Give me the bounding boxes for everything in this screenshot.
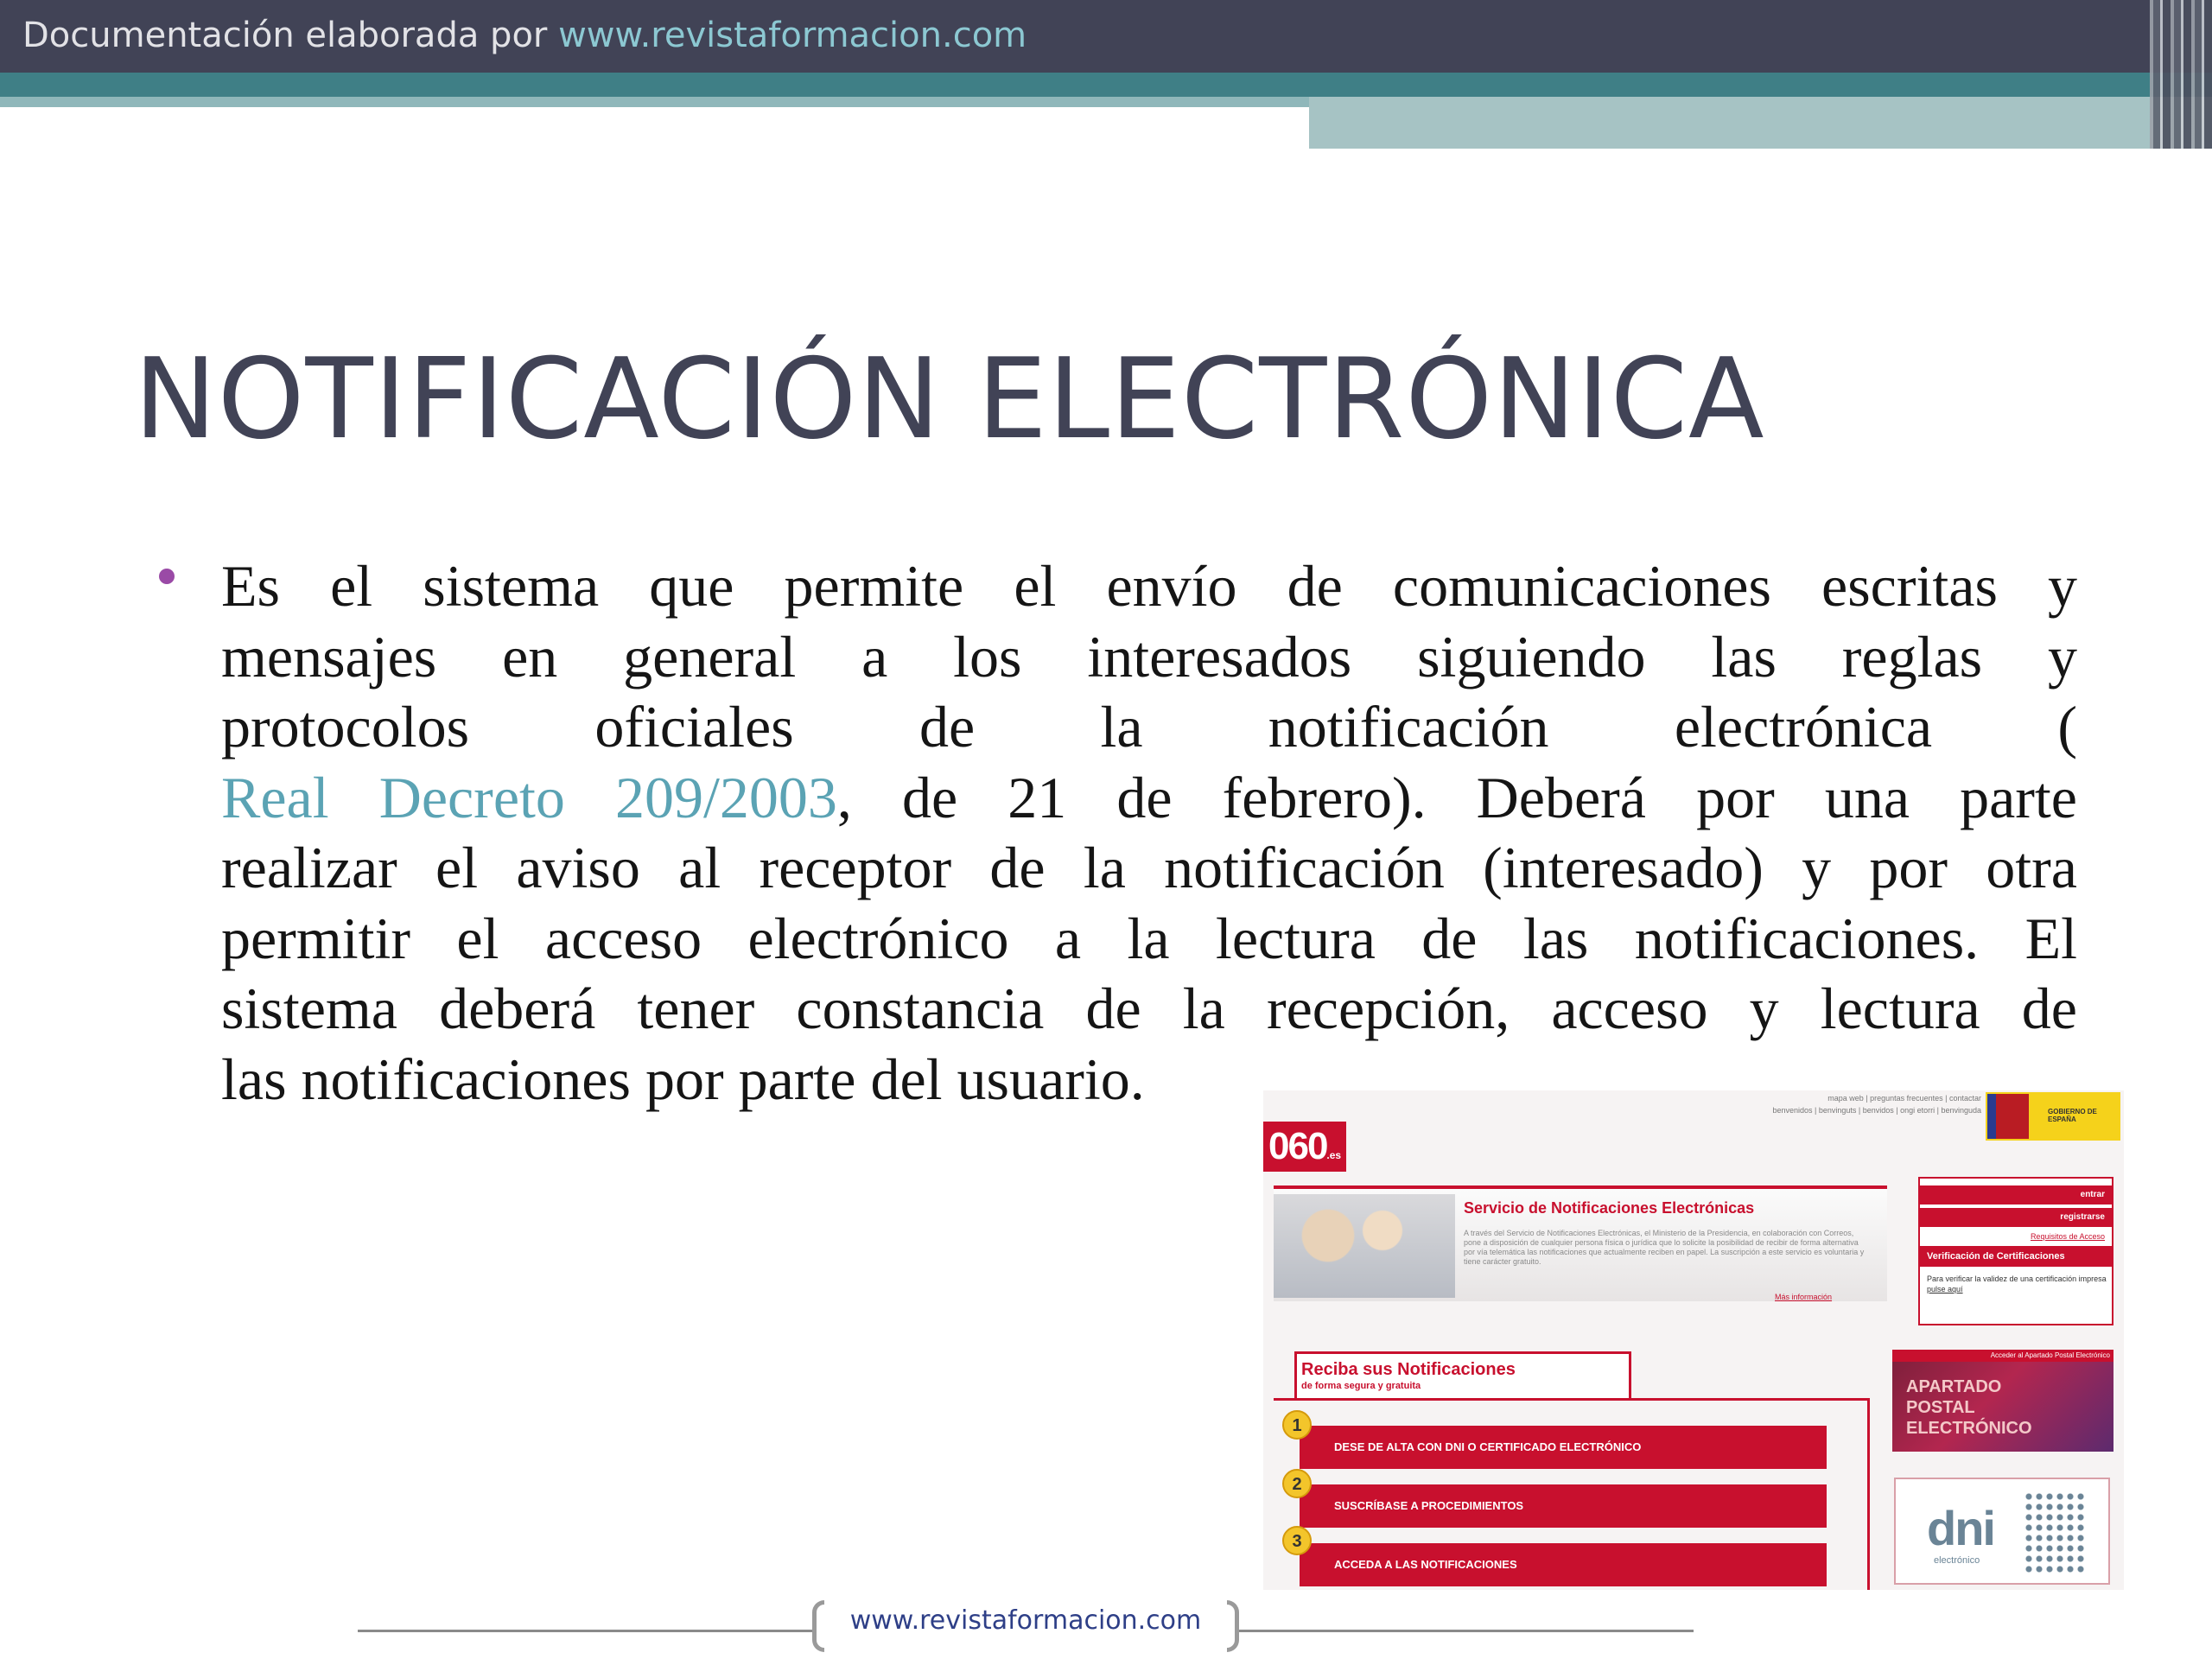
step-2-number: 2 xyxy=(1282,1469,1312,1498)
header-credit-text: Documentación elaborada por xyxy=(22,16,548,55)
header-stripes-decoration xyxy=(2150,0,2212,149)
apartado-line-3: ELECTRÓNICO xyxy=(1906,1419,2032,1438)
enter-button: entrar xyxy=(1920,1185,2112,1205)
paragraph-line-6: permitir el acceso electrónico a la lectura de las notificaciones. El xyxy=(221,905,2077,971)
verification-text-main: Para verificar la validez de una certificación impresa xyxy=(1927,1274,2107,1283)
slide-title: NOTIFICACIÓN ELECTRÓNICA xyxy=(134,335,1765,464)
footer-url-link[interactable]: www.revistaformacion.com xyxy=(849,1605,1202,1636)
gobierno-logo-text: GOBIERNO DE ESPAÑA xyxy=(2048,1108,2097,1123)
notificaciones-screenshot xyxy=(1263,1090,2124,1590)
reciba-subtitle: de forma segura y gratuita xyxy=(1301,1381,1421,1391)
footer-bracket-right xyxy=(1227,1600,1239,1652)
apartado-line-2: POSTAL xyxy=(1906,1398,1975,1417)
real-decreto-link[interactable]: Real Decreto 209/2003 xyxy=(221,764,837,830)
coat-of-arms-icon xyxy=(1987,1094,2029,1139)
footer-rule-left xyxy=(358,1630,816,1632)
access-requirements-link: Requisitos de Acceso xyxy=(2030,1232,2105,1241)
service-title: Servicio de Notificaciones Electrónicas xyxy=(1464,1199,1755,1217)
step-2-button: SUSCRÍBASE A PROCEDIMIENTOS xyxy=(1300,1484,1827,1528)
logo-060-suffix: .es xyxy=(1326,1149,1342,1161)
paragraph-line-4-rest: , de 21 de febrero). Deberá por una parte xyxy=(836,764,2077,830)
header-light-band xyxy=(0,97,1309,107)
paragraph-line-8: las notificaciones por parte del usuario. xyxy=(221,1046,1145,1112)
bullet-paragraph xyxy=(221,551,2077,1115)
reciba-title: Reciba sus Notificaciones xyxy=(1301,1360,1516,1379)
service-description: A través del Servicio de Notificaciones Electrónicas, el Ministerio de la Presidencia, en colaboración con Correos, pone a disposición de cualquier persona física o jurídica que lo solicite la posibilidad de recibir de forma alternativa por vía telemática las notificaciones que actualmente reciben en papel. La suscripción a este servicio es voluntaria y tiene carácter gratuito. xyxy=(1464,1229,1865,1266)
paragraph-line-5: realizar el aviso al receptor de la notificación (interesado) y por otra xyxy=(221,835,2077,900)
paragraph-line-1: Es el sistema que permite el envío de comunicaciones escritas y xyxy=(221,553,2077,619)
paragraph-line-4 xyxy=(221,763,2077,834)
footer-rule-right xyxy=(1237,1630,1694,1632)
dni-electronico-logo xyxy=(1894,1478,2110,1585)
logo-060 xyxy=(1263,1122,1346,1172)
people-photo xyxy=(1274,1194,1455,1298)
step-3-number: 3 xyxy=(1282,1526,1312,1555)
paragraph-line-3: protocolos oficiales de la notificación electrónica ( xyxy=(221,694,2077,760)
paragraph-line-2: mensajes en general a los interesados siguiendo las reglas y xyxy=(221,623,2077,690)
paragraph-line-7: sistema deberá tener constancia de la recepción, acceso y lectura de xyxy=(221,976,2077,1041)
step-3-button: ACCEDA A LAS NOTIFICACIONES xyxy=(1300,1543,1827,1586)
apartado-postal-head: Acceder al Apartado Postal Electrónico xyxy=(1892,1350,2113,1362)
header-right-block xyxy=(1309,97,2212,149)
service-hero xyxy=(1274,1185,1887,1301)
register-button: registrarse xyxy=(1920,1208,2112,1227)
gobierno-logo xyxy=(1986,1092,2120,1141)
more-info-link: Más información xyxy=(1775,1293,1833,1301)
dni-logo-text: dni xyxy=(1927,1501,1994,1555)
header-teal-band xyxy=(0,73,2212,97)
verification-title: Verificación de Certificaciones xyxy=(1920,1246,2112,1267)
screenshot-top-links: mapa web | preguntas frecuentes | contactar xyxy=(1827,1094,1981,1103)
access-panel xyxy=(1918,1177,2113,1325)
step-1-button: DESE DE ALTA CON DNI O CERTIFICADO ELECTRÓNICO xyxy=(1300,1426,1827,1469)
header-credit-link[interactable]: www.revistaformacion.com xyxy=(558,16,1027,55)
dni-dots-icon xyxy=(2024,1491,2086,1574)
screenshot-language-links: benvenidos | benvinguts | benvidos | ongi etorri | benvinguda xyxy=(1772,1106,1981,1115)
header-credit xyxy=(22,16,1027,55)
verification-text xyxy=(1927,1274,2108,1294)
bullet-icon xyxy=(159,569,175,584)
footer-bracket-left xyxy=(812,1600,824,1652)
verification-link: pulse aquí xyxy=(1927,1285,1963,1294)
apartado-postal-banner xyxy=(1892,1350,2113,1452)
apartado-line-1: APARTADO xyxy=(1906,1377,2002,1396)
step-1-number: 1 xyxy=(1282,1410,1312,1440)
logo-060-text: 060 xyxy=(1268,1125,1327,1167)
dni-logo-subtext: electrónico xyxy=(1934,1555,1980,1566)
